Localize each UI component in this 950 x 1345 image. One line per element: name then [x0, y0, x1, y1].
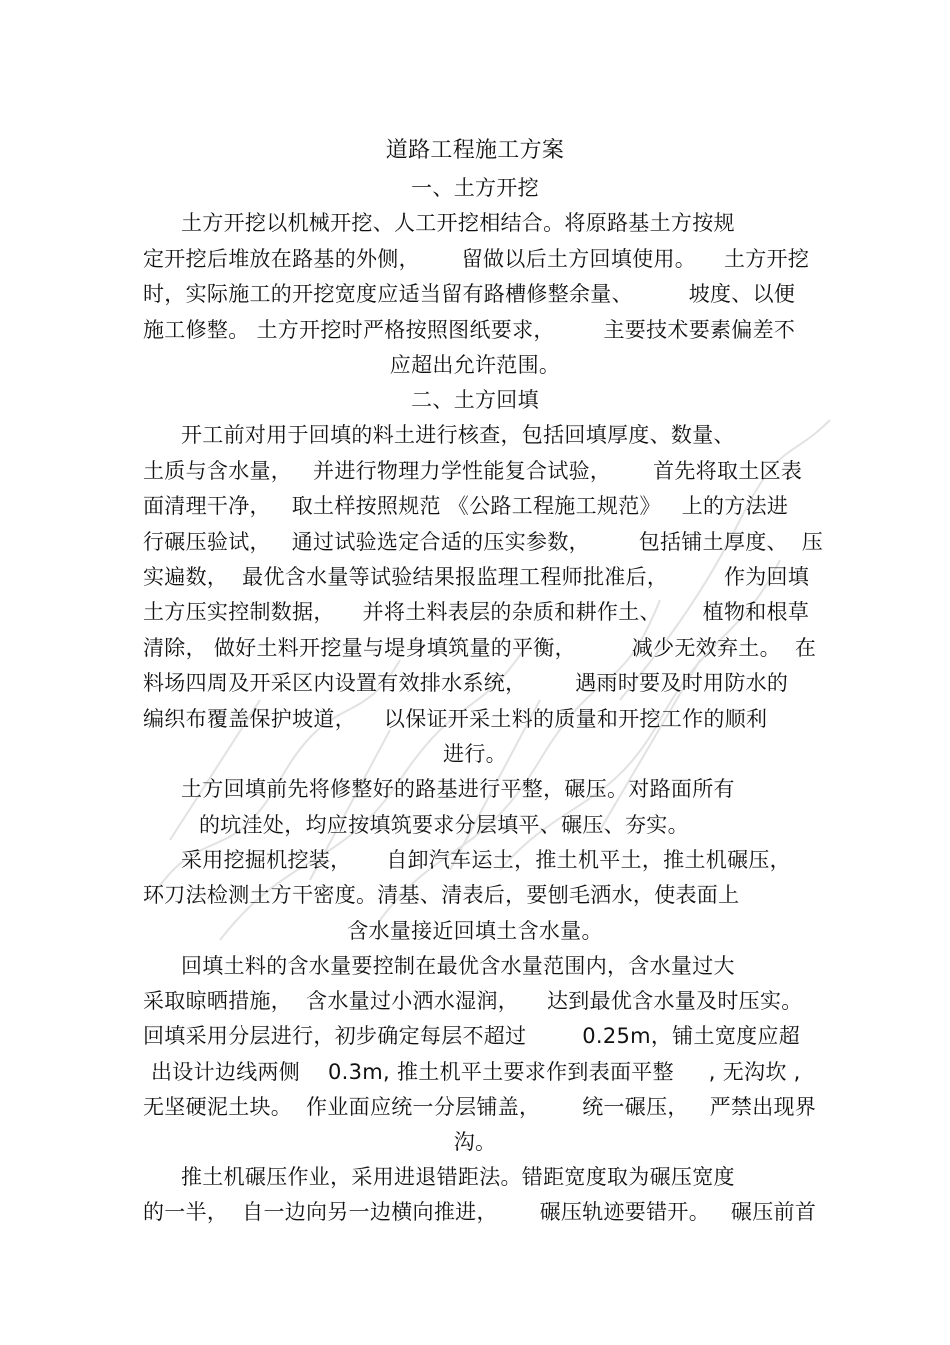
paragraph-line: 沟。: [453, 1130, 497, 1154]
paragraph-line: 行碾压验试， 通过试验选定合适的压实参数， 包括铺土厚度、 压: [143, 530, 824, 554]
paragraph-line: 的坑洼处，均应按填筑要求分层填平、碾压、夯实。: [199, 813, 689, 837]
paragraph-line: 清除， 做好土料开挖量与堤身填筑量的平衡， 减少无效弃土。 在: [143, 636, 817, 660]
paragraph-line: 开工前对用于回填的料土进行核查，包括回填厚度、数量、: [181, 423, 735, 447]
paragraph-line: 施工修整。 土方开挖时严格按照图纸要求， 主要技术要素偏差不: [143, 318, 796, 342]
paragraph-line: 推土机碾压作业，采用进退错距法。错距宽度取为碾压宽度: [181, 1165, 735, 1189]
paragraph-line: 含水量接近回填土含水量。: [347, 919, 603, 943]
paragraph-line: 料场四周及开采区内设置有效排水系统， 遇雨时要及时用防水的: [143, 671, 789, 695]
paragraph-line: 土方开挖以机械开挖、人工开挖相结合。将原路基土方按规: [181, 211, 735, 235]
paragraph-line: 采取晾晒措施， 含水量过小洒水湿润， 达到最优含水量及时压实。: [143, 989, 803, 1013]
paragraph-line: 土方回填前先将修整好的路基进行平整，碾压。对路面所有: [181, 777, 735, 801]
paragraph-line: 时，实际施工的开挖宽度应适当留有路槽修整余量、 坡度、以便: [143, 282, 796, 306]
paragraph-line: 应超出允许范围。: [389, 353, 561, 377]
paragraph-line: 采用挖掘机挖装， 自卸汽车运土，推土机平土，推土机碾压，: [181, 848, 791, 872]
paragraph-line: 出设计边线两侧 0.3m, 推土机平土要求作到表面平整 , 无沟坎 ,: [151, 1060, 801, 1084]
section-heading: 二、土方回填: [411, 388, 539, 412]
paragraph-line: 无坚硬泥土块。 作业面应统一分层铺盖， 统一碾压， 严禁出现界: [143, 1095, 817, 1119]
paragraph-line: 实遍数， 最优含水量等试验结果报监理工程师批准后， 作为回填: [143, 565, 810, 589]
document-title: 道路工程施工方案: [385, 138, 565, 163]
paragraph-line: 的一半， 自一边向另一边横向推进， 碾压轨迹要错开。 碾压前首: [143, 1200, 817, 1224]
paragraph-line: 土方压实控制数据， 并将土料表层的杂质和耕作土、 植物和根草: [143, 600, 810, 624]
paragraph-line: 编织布覆盖保护坡道， 以保证开采土料的质量和开挖工作的顺利: [143, 707, 768, 731]
paragraph-line: 面清理干净， 取土样按照规范 《公路工程施工规范》 上的方法进: [143, 494, 789, 518]
paragraph-line: 回填采用分层进行，初步确定每层不超过 0.25m，铺土宽度应超: [143, 1024, 801, 1048]
paragraph-line: 环刀法检测土方干密度。清基、清表后，要刨毛洒水，使表面上: [143, 883, 740, 907]
section-heading: 一、土方开挖: [411, 176, 539, 200]
paragraph-line: 土质与含水量， 并进行物理力学性能复合试验， 首先将取土区表: [143, 459, 803, 483]
paragraph-line: 进行。: [443, 742, 507, 766]
paragraph-line: 定开挖后堆放在路基的外侧， 留做以后土方回填使用。 土方开挖: [143, 247, 810, 271]
paragraph-line: 回填土料的含水量要控制在最优含水量范围内，含水量过大: [181, 954, 735, 978]
